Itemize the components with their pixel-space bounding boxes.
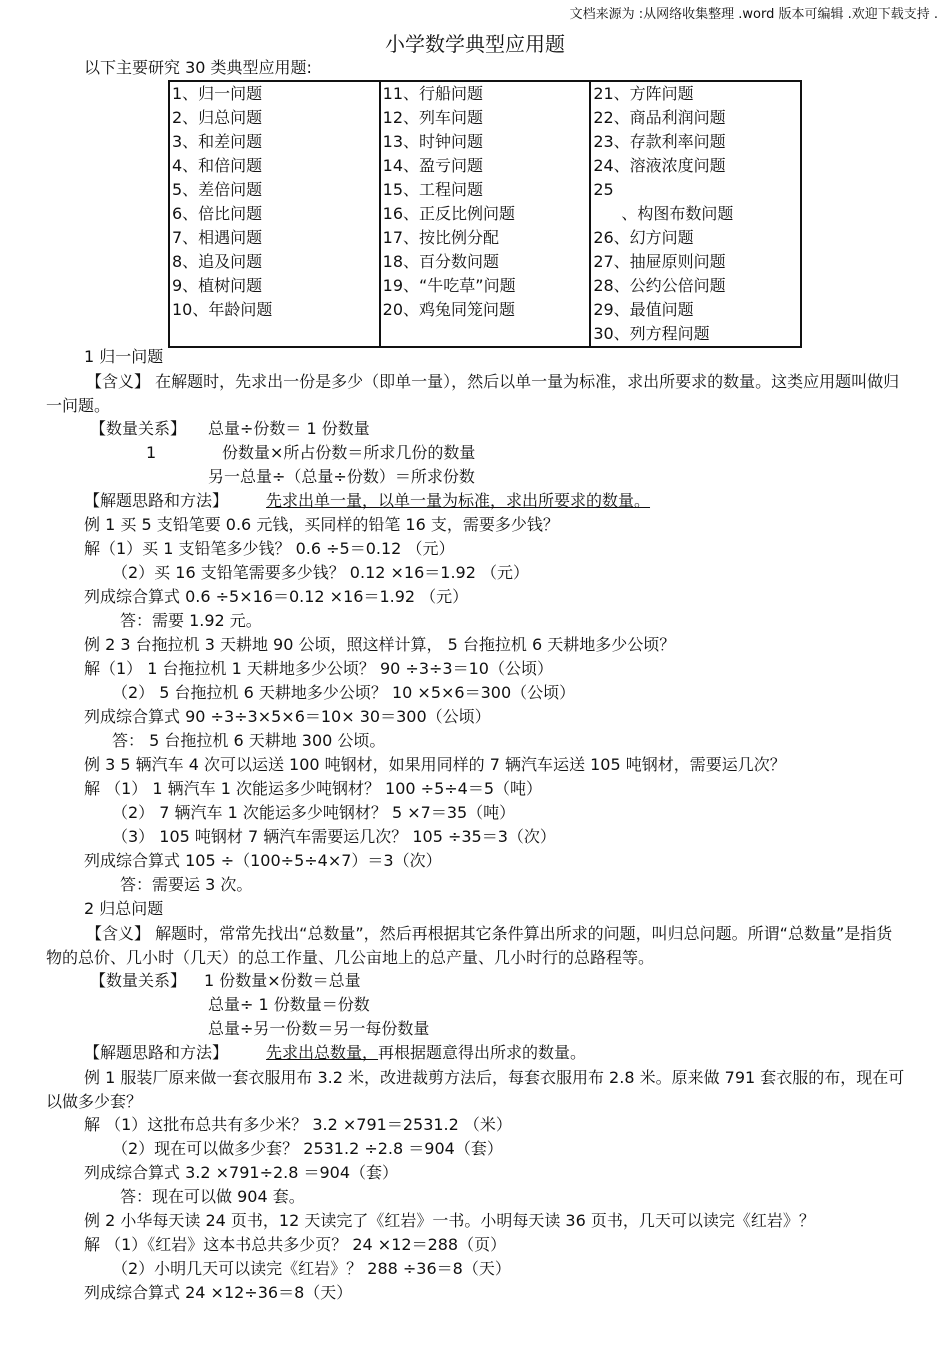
topic-table bbox=[168, 80, 802, 348]
answer-line: 答：需要运 3 次。 bbox=[120, 875, 253, 894]
example-question: 例 2 小华每天读 24 页书，12 天读完了《红岩》一书。小明每天读 36 页书，几天可以读完《红岩》？ bbox=[84, 1211, 815, 1230]
combined-formula: 列成综合算式 90 ÷3÷3×5×6＝10× 30＝300（公顷） bbox=[84, 707, 491, 726]
relation-line: 总量÷份数＝ 1 份数量 bbox=[208, 419, 370, 438]
solution-step: （3） 105 吨钢材 7 辆汽车需要运几次？ 105 ÷35＝3（次） bbox=[112, 827, 556, 846]
solution-step: 解 （1）这批布总共有多少米？ 3.2 ×791＝2531.2 （米） bbox=[84, 1115, 512, 1134]
topic-item: 3、和差问题 bbox=[172, 132, 263, 151]
topic-item: 30、列方程问题 bbox=[593, 324, 710, 343]
relation-label: 【数量关系】 bbox=[90, 971, 187, 990]
relation-line: 份数量×所占份数＝所求几份的数量 bbox=[222, 443, 476, 462]
topic-item: 9、植树问题 bbox=[172, 276, 263, 295]
topic-item: 8、追及问题 bbox=[172, 252, 263, 271]
solution-step: （2）买 16 支铅笔需要多少钱？ 0.12 ×16＝1.92 （元） bbox=[112, 563, 529, 582]
solution-step: 解 （1） 1 辆汽车 1 次能运多少吨钢材？ 100 ÷5÷4＝5（吨） bbox=[84, 779, 543, 798]
example-question: 例 1 服装厂原来做一套衣服用布 3.2 米，改进裁剪方法后，每套衣服用布 2.8 米。原来做 791 套衣服的布，现在可以做多少套？ bbox=[46, 1068, 905, 1111]
method-label: 【解题思路和方法】 bbox=[84, 491, 229, 510]
topic-item: 11、行船问题 bbox=[382, 84, 484, 103]
topic-item: 5、差倍问题 bbox=[172, 180, 263, 199]
meaning-paragraph: 【含义】 解题时，常常先找出“总数量”，然后再根据其它条件算出所求的问题，叫归总问题。所谓“总数量”是指货物的总价、几小时（几天）的总工作量、几公亩地上的总产量、几小时行的总路程等。 bbox=[46, 924, 893, 967]
topic-item: 29、最值问题 bbox=[593, 300, 694, 319]
topic-item: 26、幻方问题 bbox=[593, 228, 694, 247]
answer-line: 答：现在可以做 904 套。 bbox=[120, 1187, 305, 1206]
solution-step: 解 （1）《红岩》这本书总共多少页？ 24 ×12＝288（页） bbox=[84, 1235, 507, 1254]
topic-item: 27、抽屉原则问题 bbox=[593, 252, 726, 271]
page-title: 小学数学典型应用题 bbox=[385, 32, 565, 56]
relation-line: 另一总量÷（总量÷份数）＝所求份数 bbox=[208, 467, 475, 486]
topic-item: 6、倍比问题 bbox=[172, 204, 263, 223]
topic-item: 24、溶液浓度问题 bbox=[593, 156, 726, 175]
topic-item: 22、商品利润问题 bbox=[593, 108, 726, 127]
topic-column-1 bbox=[169, 81, 380, 347]
topic-item: 7、相遇问题 bbox=[172, 228, 263, 247]
relation-line: 总量÷ 1 份数量＝份数 bbox=[208, 995, 370, 1014]
example-question: 例 2 3 台拖拉机 3 天耕地 90 公顷，照这样计算， 5 台拖拉机 6 天耕地多少公顷？ bbox=[84, 635, 676, 654]
relation-number: 1 bbox=[146, 443, 157, 462]
section-heading: 2 归总问题 bbox=[84, 899, 164, 918]
method-text-rest: 再根据题意得出所求的数量。 bbox=[378, 1043, 587, 1062]
topic-item: 15、工程问题 bbox=[382, 180, 484, 199]
topic-item: 1、归一问题 bbox=[172, 84, 263, 103]
solution-step: （2） 7 辆汽车 1 次能运多少吨钢材？ 5 ×7＝35（吨） bbox=[112, 803, 516, 822]
header-note: 文档来源为 :从网络收集整理 .word 版本可编辑 .欢迎下载支持 . bbox=[569, 7, 938, 22]
topic-item: 21、方阵问题 bbox=[593, 84, 694, 103]
method-text-underlined: 先求出总数量， bbox=[266, 1043, 379, 1062]
topic-item: 20、鸡兔同笼问题 bbox=[382, 300, 516, 319]
solution-step: （2）现在可以做多少套？ 2531.2 ÷2.8 ＝904（套） bbox=[112, 1139, 503, 1158]
meaning-paragraph: 【含义】 在解题时，先求出一份是多少（即单一量），然后以单一量为标准，求出所要求的数量。这类应用题叫做归一问题。 bbox=[46, 372, 900, 415]
solution-step: 解（1）买 1 支铅笔多少钱？ 0.6 ÷5＝0.12 （元） bbox=[84, 539, 455, 558]
topic-item: 23、存款利率问题 bbox=[593, 132, 726, 151]
intro-line: 以下主要研究 30 类典型应用题: bbox=[84, 58, 312, 77]
combined-formula: 列成综合算式 3.2 ×791÷2.8 ＝904（套） bbox=[84, 1163, 399, 1182]
topic-item: 19、“牛吃草”问题 bbox=[382, 276, 516, 295]
topic-item: 2、归总问题 bbox=[172, 108, 263, 127]
relation-line: 1 份数量×份数＝总量 bbox=[204, 971, 361, 990]
topic-item: 14、盈亏问题 bbox=[382, 156, 484, 175]
topic-item: 18、百分数问题 bbox=[382, 252, 500, 271]
example-question: 例 3 5 辆汽车 4 次可以运送 100 吨钢材，如果用同样的 7 辆汽车运送 105 吨钢材，需要运几次？ bbox=[84, 755, 786, 774]
solution-step: （2） 5 台拖拉机 6 天耕地多少公顷？ 10 ×5×6＝300（公顷） bbox=[112, 683, 576, 702]
topic-item: 12、列车问题 bbox=[382, 108, 484, 127]
combined-formula: 列成综合算式 0.6 ÷5×16＝0.12 ×16＝1.92 （元） bbox=[84, 587, 469, 606]
method-text: 先求出单一量，以单一量为标准，求出所要求的数量。 bbox=[266, 491, 651, 510]
combined-formula: 列成综合算式 105 ÷（100÷5÷4×7）＝3（次） bbox=[84, 851, 442, 870]
solution-step: （2）小明几天可以读完《红岩》？ 288 ÷36＝8（天） bbox=[112, 1259, 511, 1278]
combined-formula: 列成综合算式 24 ×12÷36＝8（天） bbox=[84, 1283, 353, 1302]
relation-label: 【数量关系】 bbox=[90, 419, 187, 438]
section-heading: 1 归一问题 bbox=[84, 347, 164, 366]
topic-item: 17、按比例分配 bbox=[382, 228, 500, 247]
topic-item: 16、正反比例问题 bbox=[382, 204, 516, 223]
topic-item: 25 bbox=[593, 180, 614, 199]
method-label: 【解题思路和方法】 bbox=[84, 1043, 229, 1062]
solution-step: 解（1） 1 台拖拉机 1 天耕地多少公顷？ 90 ÷3÷3＝10（公顷） bbox=[84, 659, 553, 678]
topic-column-3 bbox=[590, 81, 801, 347]
topic-item: 、构图布数问题 bbox=[621, 204, 734, 223]
relation-line: 总量÷另一份数＝另一每份数量 bbox=[208, 1019, 430, 1038]
topic-item: 28、公约公倍问题 bbox=[593, 276, 726, 295]
example-question: 例 1 买 5 支铅笔要 0.6 元钱，买同样的铅笔 16 支，需要多少钱？ bbox=[84, 515, 559, 534]
topic-item: 4、和倍问题 bbox=[172, 156, 263, 175]
method-text bbox=[266, 1042, 586, 1064]
topic-column-2 bbox=[380, 81, 591, 347]
topic-item: 10、年龄问题 bbox=[172, 300, 273, 319]
topic-item: 13、时钟问题 bbox=[382, 132, 484, 151]
answer-line: 答： 5 台拖拉机 6 天耕地 300 公顷。 bbox=[112, 731, 386, 750]
answer-line: 答：需要 1.92 元。 bbox=[120, 611, 262, 630]
